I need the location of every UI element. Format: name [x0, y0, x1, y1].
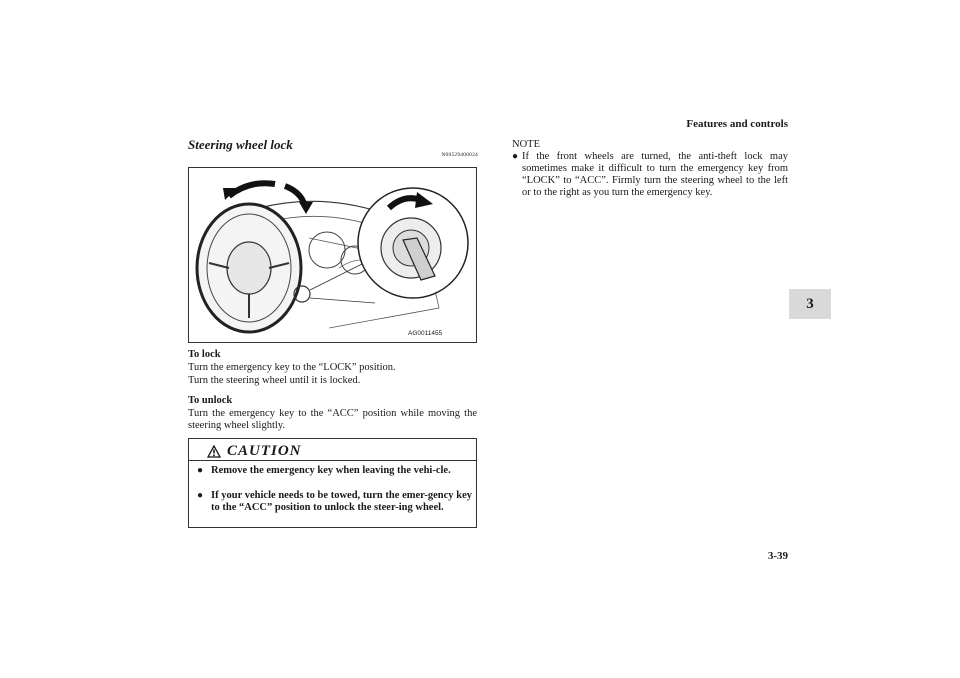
to-lock-step-2: Turn the steering wheel until it is locked. [188, 375, 361, 386]
section-code: N00529400024 [441, 152, 478, 158]
bullet-icon: ● [197, 490, 204, 501]
section-title: Steering wheel lock [188, 137, 293, 152]
page-number: 3-39 [767, 550, 788, 562]
caution-item [197, 465, 472, 477]
bullet-icon: ● [512, 151, 519, 162]
caution-title: CAUTION [227, 443, 302, 459]
bullet-icon: ● [197, 465, 204, 476]
note-item [512, 151, 788, 199]
caution-item-text: If your vehicle needs to be towed, turn the emer-gency key to the “ACC” position to unlock the steer-ing wheel. [211, 490, 472, 513]
figure-code: AG0011455 [408, 330, 443, 337]
caution-header [189, 442, 476, 460]
to-lock-heading: To lock [188, 349, 221, 360]
to-unlock-text: Turn the emergency key to the “ACC” position while moving the steering wheel slightly. [188, 408, 477, 431]
to-unlock-heading: To unlock [188, 395, 233, 406]
caution-box [188, 438, 477, 528]
note-label: NOTE [512, 139, 540, 150]
running-header: Features and controls [686, 118, 788, 130]
warning-triangle-icon [207, 445, 221, 458]
caution-divider [189, 460, 476, 461]
chapter-tab: 3 [789, 289, 831, 319]
note-item-text: If the front wheels are turned, the anti-theft lock may sometimes make it difficult to turn the emergency key from “LOCK” to “ACC”. Firmly turn the steering wheel to the left or to the right as you turn the emergency key. [522, 151, 788, 198]
to-lock-step-1: Turn the emergency key to the “LOCK” position. [188, 362, 396, 373]
steering-lock-illustration [188, 167, 477, 343]
steering-wheel-drawing [189, 168, 476, 342]
caution-item-text: Remove the emergency key when leaving the vehi-cle. [211, 465, 451, 476]
caution-item [197, 490, 472, 514]
